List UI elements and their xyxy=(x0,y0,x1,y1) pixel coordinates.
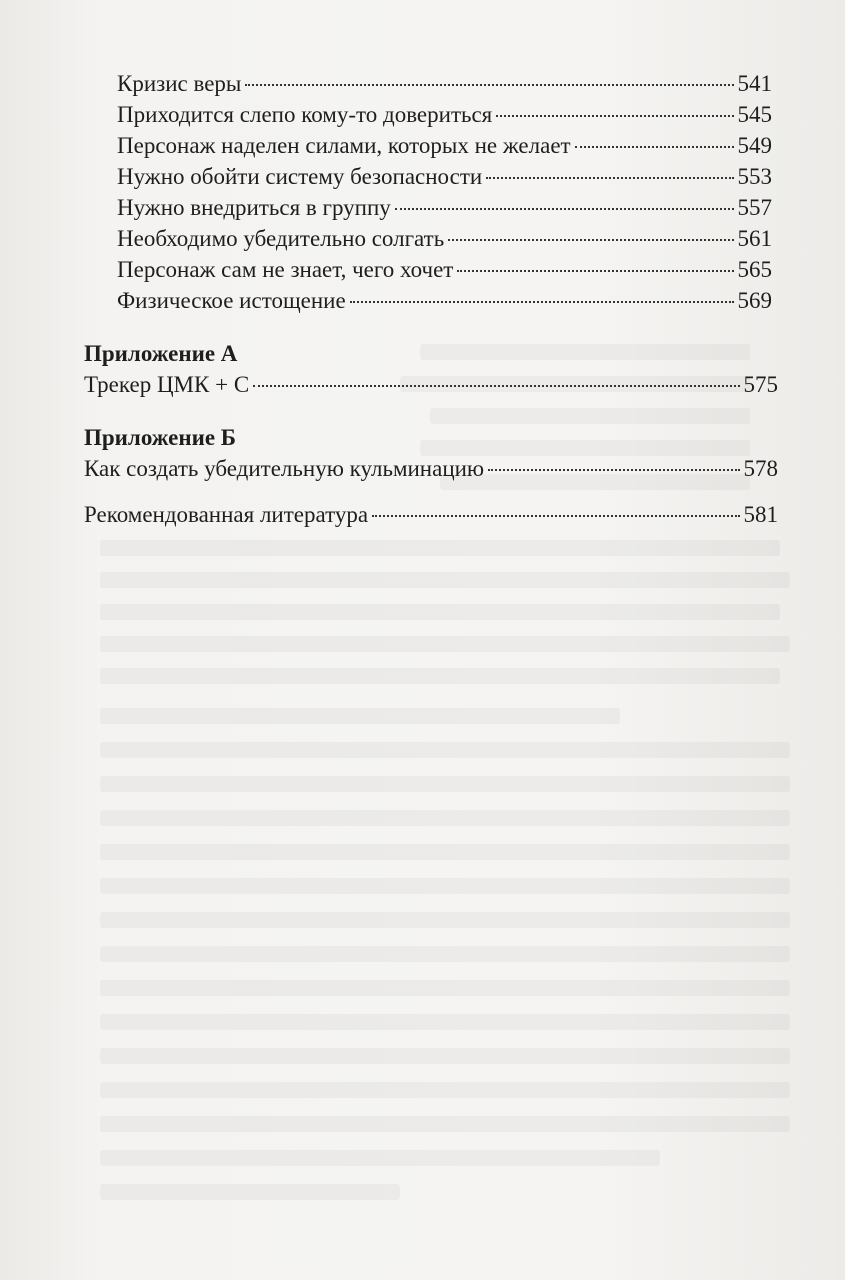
toc-entry-title: Персонаж сам не знает, чего хочет xyxy=(117,257,454,282)
toc-entry-title: Рекомендованная литература xyxy=(84,502,369,527)
toc-entry xyxy=(84,371,778,399)
appendix-b-heading: Приложение Б xyxy=(84,425,237,450)
toc-page-number: 561 xyxy=(737,226,772,251)
toc-entry xyxy=(117,101,772,129)
toc-entry-title: Приходится слепо кому-то довериться xyxy=(117,102,493,127)
toc-page-number: 575 xyxy=(743,372,778,397)
toc-entry xyxy=(117,70,772,98)
dot-leader xyxy=(350,301,734,303)
toc-entry-title: Физическое истощение xyxy=(117,288,346,313)
appendix-a-heading: Приложение А xyxy=(84,341,238,366)
toc-entry-title: Необходимо убедительно солгать xyxy=(117,226,445,251)
dot-leader xyxy=(448,239,733,241)
toc-entry xyxy=(117,256,772,284)
toc-page-number: 569 xyxy=(737,288,772,313)
dot-leader xyxy=(575,146,734,148)
toc-page-number: 545 xyxy=(737,102,772,127)
toc-entry-title: Трекер ЦМК + С xyxy=(84,372,250,397)
dot-leader xyxy=(245,84,733,86)
dot-leader xyxy=(486,177,733,179)
toc-entry-title: Нужно обойти систему безопасности xyxy=(117,164,483,189)
dot-leader xyxy=(457,270,733,272)
toc-page-number: 541 xyxy=(737,71,772,96)
toc-entry xyxy=(117,194,772,222)
dot-leader xyxy=(253,385,739,387)
toc-page-number: 565 xyxy=(737,257,772,282)
toc-entry xyxy=(117,132,772,160)
toc-entry xyxy=(84,501,778,529)
toc-page-number: 557 xyxy=(737,195,772,220)
toc-page-number: 549 xyxy=(737,133,772,158)
toc-entry-title: Кризис веры xyxy=(117,71,242,96)
toc-entry xyxy=(117,287,772,315)
toc-entry xyxy=(117,225,772,253)
toc-page-number: 553 xyxy=(737,164,772,189)
toc-entry-title: Нужно внедриться в группу xyxy=(117,195,391,220)
dot-leader xyxy=(496,115,733,117)
toc-entry-title: Персонаж наделен силами, которых не желает xyxy=(117,133,571,158)
dot-leader xyxy=(488,469,739,471)
toc-page-number: 581 xyxy=(743,502,778,527)
toc-entry-title: Как создать убедительную кульминацию xyxy=(84,456,485,481)
toc-entry xyxy=(84,455,778,483)
dot-leader xyxy=(395,208,734,210)
dot-leader xyxy=(372,515,739,517)
toc-entry xyxy=(117,163,772,191)
toc-page-number: 578 xyxy=(743,456,778,481)
